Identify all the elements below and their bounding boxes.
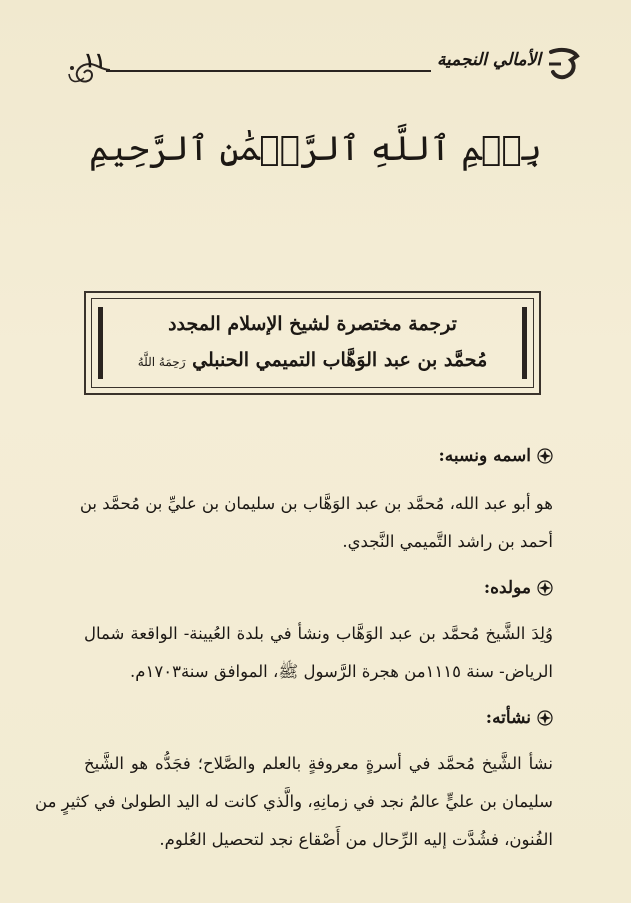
page-header [66,42,581,94]
flower-ornament-icon [537,448,553,464]
section-heading-upbringing [486,708,553,728]
title-line-2 [86,349,539,371]
running-title: الأمالي النجمية [436,50,541,70]
section-heading-name [439,446,553,466]
title-line-1: ترجمة مختصرة لشيخ الإسلام المجدد [168,313,457,335]
flower-ornament-icon [537,710,553,726]
honorific: رَحِمَهُ اللَّهُ [137,355,186,369]
section-heading-text: نشأته: [485,708,531,728]
paragraph-line: نشأ الشَّيخ مُحمَّد في أسرةٍ معروفةٍ بالعلم والصَّلاح؛ فجَدُّه هو الشَّيخ [84,754,553,773]
title-name: مُحمَّد بن عبد الوَهَّاب التميمي الحنبلي [192,349,488,371]
header-rule [106,70,431,72]
paragraph-line: سليمان بن عليٍّ عالمُ نجد في زمانِهِ، والَّذي كانت له اليد الطولىٰ في كثيرٍ من [35,792,553,811]
paragraph-line: هو أبو عبد الله، مُحمَّد بن عبد الوَهَّاب بن سليمان بن عليِّ بن مُحمَّد بن [79,494,553,513]
ornament-bracket-icon [547,46,581,82]
paragraph-line: الفُنون، فشُدَّت إليه الرِّحال من أَصْقاع نجد لتحصيل العُلوم. [159,830,553,849]
title-box-inner-border [91,298,534,388]
page-number: ١١ [84,48,106,72]
section-heading-text: اسمه ونسبه: [438,446,531,466]
section-heading-text: مولده: [483,578,531,598]
paragraph-line: الرياض- سنة ١١١٥من هجرة الرَّسول ﷺ، الموافق سنة١٧٠٣م. [130,662,553,681]
flower-ornament-icon [537,580,553,596]
title-box [84,291,541,395]
paragraph-line: وُلِدَ الشَّيخ مُحمَّد بن عبد الوَهَّاب ونشأ في بلدة العُيينة- الواقعة شمال [84,624,553,643]
basmala: بِسۡمِ ٱللَّهِ ٱلرَّحۡمَٰنِ ٱلرَّحِيمِ [89,129,542,169]
paragraph-line: أحمد بن راشد التَّميمي النَّجدي. [342,532,553,551]
section-heading-birth [484,578,553,598]
